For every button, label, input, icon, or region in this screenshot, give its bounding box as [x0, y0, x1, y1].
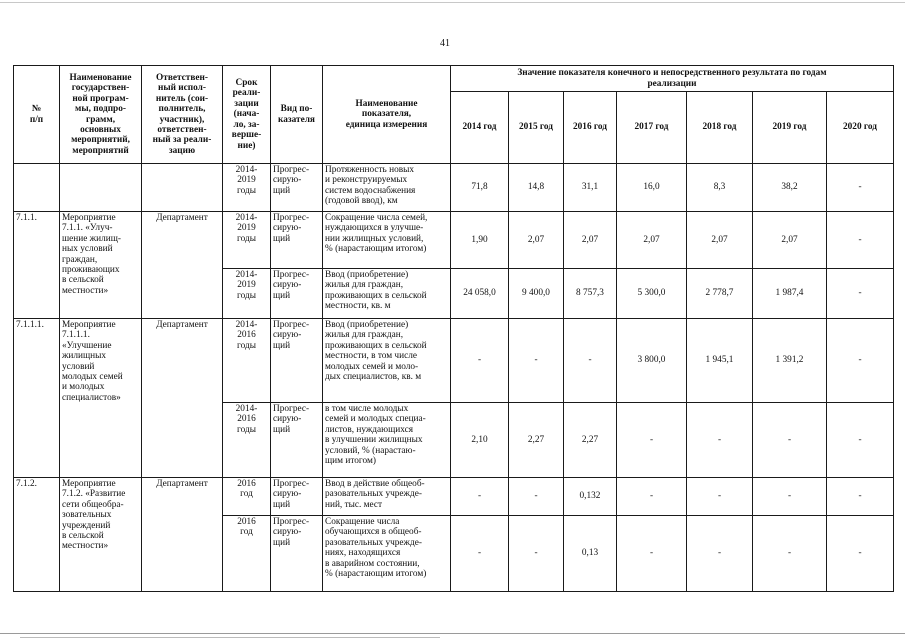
value-cell: -: [827, 403, 894, 478]
value-cell: -: [617, 478, 687, 516]
value-cell: -: [827, 212, 894, 269]
col-name-header: Наименование государствен- ной програм- мы, подпро- грамм, основных мероприятий, мероприятий: [60, 66, 142, 164]
year-header: 2018 год: [687, 92, 753, 164]
row-term: 2014- 2019 годы: [223, 212, 271, 269]
value-cell: 2,07: [564, 212, 617, 269]
value-cell: -: [509, 516, 564, 592]
table-row: [14, 478, 894, 516]
row-indicator: Ввод (приобретение) жилья для граждан, проживающих в сельской местности, в том числе молодых семей и моло- дых специалистов, кв. м: [323, 319, 451, 403]
row-type: Прогрес- сирую- щий: [271, 212, 323, 269]
value-cell: -: [509, 478, 564, 516]
value-cell: 9 400,0: [509, 269, 564, 319]
value-cell: 3 800,0: [617, 319, 687, 403]
col-indicator-header: Наименование показателя, единица измерения: [323, 66, 451, 164]
value-cell: -: [617, 403, 687, 478]
value-cell: 0,13: [564, 516, 617, 592]
row-name: Мероприятие 7.1.2. «Развитие сети общеобра- зовательных учреждений в сельской местности»: [60, 478, 142, 592]
row-term: 2016 год: [223, 516, 271, 592]
row-type: Прогрес- сирую- щий: [271, 516, 323, 592]
value-cell: -: [827, 516, 894, 592]
value-cell: -: [451, 516, 509, 592]
table-row: [14, 164, 894, 212]
row-indicator: в том числе молодых семей и молодых специа- листов, нуждающихся в улучшении жилищных условий, % (нарастаю- щим итогом): [323, 403, 451, 478]
col-values-header: Значение показателя конечного и непосредственного результата по годам реализации: [451, 66, 894, 92]
value-cell: 2,07: [509, 212, 564, 269]
col-term-header: Срок реали- зации (нача- ло, за- верше- ние): [223, 66, 271, 164]
value-cell: 1,90: [451, 212, 509, 269]
value-cell: 16,0: [617, 164, 687, 212]
value-cell: -: [564, 319, 617, 403]
row-num: 7.1.1.: [14, 212, 60, 319]
row-term: 2014- 2019 годы: [223, 164, 271, 212]
value-cell: -: [827, 319, 894, 403]
value-cell: -: [509, 319, 564, 403]
value-cell: 5 300,0: [617, 269, 687, 319]
row-num: 7.1.2.: [14, 478, 60, 592]
value-cell: 2,27: [564, 403, 617, 478]
value-cell: -: [827, 478, 894, 516]
row-term: 2014- 2016 годы: [223, 403, 271, 478]
value-cell: 1 987,4: [753, 269, 827, 319]
value-cell: 2 778,7: [687, 269, 753, 319]
value-cell: -: [753, 403, 827, 478]
row-type: Прогрес- сирую- щий: [271, 269, 323, 319]
table-row: [14, 319, 894, 403]
col-responsible-header: Ответствен- ный испол- нитель (сои- полнитель, участник), ответствен- ный за реали- зацию: [142, 66, 223, 164]
row-term: 2016 год: [223, 478, 271, 516]
page-number: 41: [440, 38, 450, 49]
table-row: [14, 212, 894, 269]
value-cell: 1 945,1: [687, 319, 753, 403]
value-cell: 24 058,0: [451, 269, 509, 319]
row-type: Прогрес- сирую- щий: [271, 478, 323, 516]
value-cell: 2,27: [509, 403, 564, 478]
value-cell: 8,3: [687, 164, 753, 212]
value-cell: -: [687, 516, 753, 592]
row-responsible: Департамент: [142, 319, 223, 478]
row-responsible: Департамент: [142, 212, 223, 319]
value-cell: 31,1: [564, 164, 617, 212]
row-responsible: Департамент: [142, 478, 223, 592]
value-cell: -: [617, 516, 687, 592]
value-cell: 2,07: [617, 212, 687, 269]
value-cell: 2,07: [753, 212, 827, 269]
year-header: 2020 год: [827, 92, 894, 164]
value-cell: 2,10: [451, 403, 509, 478]
value-cell: 0,132: [564, 478, 617, 516]
row-name: Мероприятие 7.1.1.1. «Улучшение жилищных условий молодых семей и молодых специалистов»: [60, 319, 142, 478]
value-cell: 14,8: [509, 164, 564, 212]
value-cell: -: [687, 403, 753, 478]
row-type: Прогрес- сирую- щий: [271, 319, 323, 403]
row-responsible: [142, 164, 223, 212]
row-type: Прогрес- сирую- щий: [271, 403, 323, 478]
row-name: [60, 164, 142, 212]
scan-edge-bottom-inner: [20, 637, 440, 638]
row-indicator: Протяженность новых и реконструируемых систем водоснабжения (годовой ввод), км: [323, 164, 451, 212]
year-header: 2014 год: [451, 92, 509, 164]
value-cell: -: [827, 164, 894, 212]
value-cell: -: [687, 478, 753, 516]
row-indicator: Сокращение числа обучающихся в общеоб- разовательных учрежде- ниях, находящихся в аварийном состоянии, % (нарастающим итогом): [323, 516, 451, 592]
value-cell: 1 391,2: [753, 319, 827, 403]
row-term: 2014- 2016 годы: [223, 319, 271, 403]
value-cell: -: [753, 478, 827, 516]
scan-edge-bottom: [0, 633, 905, 634]
year-header: 2016 год: [564, 92, 617, 164]
scan-edge-top: [0, 2, 905, 3]
value-cell: 2,07: [687, 212, 753, 269]
row-num: [14, 164, 60, 212]
value-cell: 71,8: [451, 164, 509, 212]
value-cell: 38,2: [753, 164, 827, 212]
year-header: 2015 год: [509, 92, 564, 164]
row-indicator: Ввод (приобретение) жилья для граждан, проживающих в сельской местности, кв. м: [323, 269, 451, 319]
row-indicator: Ввод в действие общеоб- разовательных учрежде- ний, тыс. мест: [323, 478, 451, 516]
value-cell: -: [451, 478, 509, 516]
row-indicator: Сокращение числа семей, нуждающихся в улучше- нии жилищных условий, % (нарастающим итогом): [323, 212, 451, 269]
row-name: Мероприятие 7.1.1. «Улуч- шение жилищ- ных условий граждан, проживающих в сельской местности»: [60, 212, 142, 319]
table-header-row: [14, 66, 894, 92]
indicators-table: [13, 65, 894, 592]
value-cell: -: [827, 269, 894, 319]
col-num-header: № п/п: [14, 66, 60, 164]
value-cell: 8 757,3: [564, 269, 617, 319]
year-header: 2017 год: [617, 92, 687, 164]
row-term: 2014- 2019 годы: [223, 269, 271, 319]
value-cell: -: [451, 319, 509, 403]
row-type: Прогрес- сирую- щий: [271, 164, 323, 212]
col-type-header: Вид по- казателя: [271, 66, 323, 164]
value-cell: -: [753, 516, 827, 592]
row-num: 7.1.1.1.: [14, 319, 60, 478]
year-header: 2019 год: [753, 92, 827, 164]
